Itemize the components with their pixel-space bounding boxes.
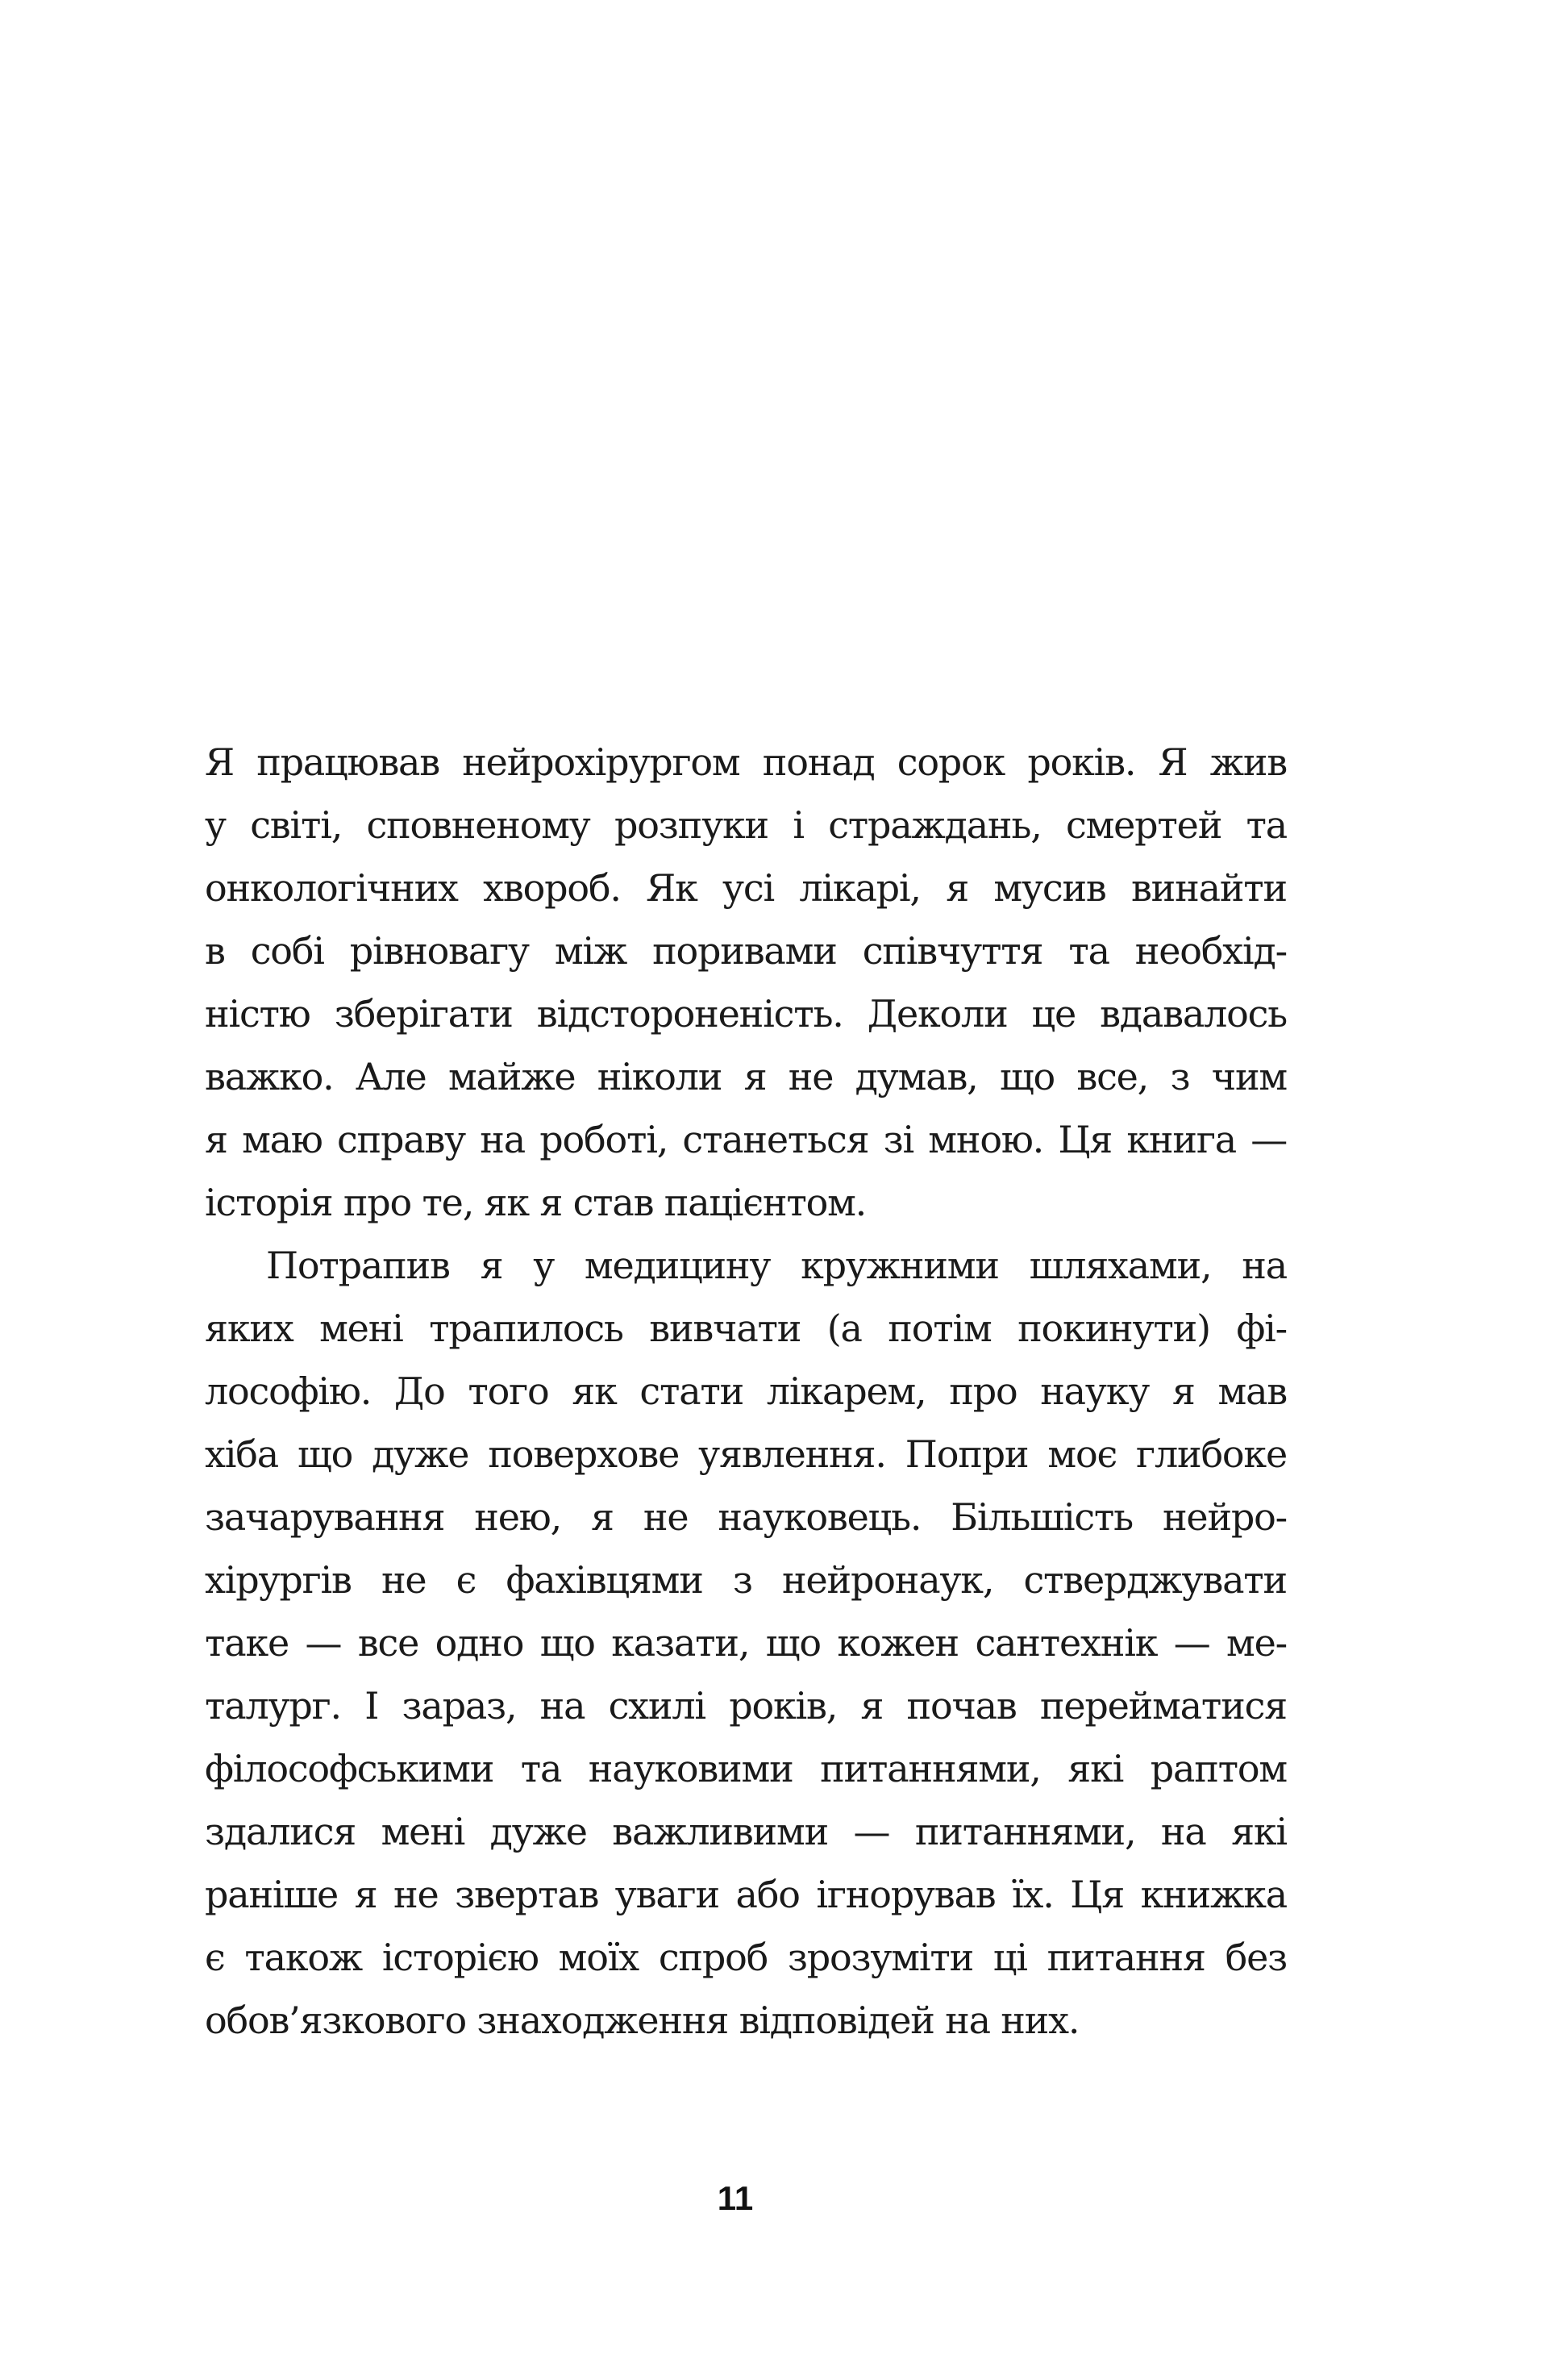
text-line: Я працював нейрохірургом понад сорок років. Я жив (205, 740, 1287, 784)
text-line: обов’язкового знаходження відповідей на них. (205, 1999, 1080, 2042)
text-line: є також історією моїх спроб зрозуміти ці питання без (205, 1936, 1287, 1979)
text-line: хіба що дуже поверхове уявлення. Попри моє глибоке (205, 1432, 1287, 1476)
text-line: філософськими та науковими питаннями, які раптом (205, 1747, 1287, 1790)
text-line: ністю зберігати відстороненість. Деколи це вдавалось (205, 992, 1287, 1036)
text-line: хірургів не є фахівцями з нейронаук, стверджувати (205, 1558, 1287, 1602)
text-line: онкологічних хвороб. Як усі лікарі, я мусив винайти (205, 866, 1287, 910)
text-line: я маю справу на роботі, станеться зі мною. Ця книга — (205, 1118, 1287, 1161)
body-text (205, 731, 1287, 2052)
text-line: Потрапив я у медицину кружними шляхами, на (266, 1244, 1287, 1287)
paragraph-1 (205, 731, 1287, 1234)
text-line: лософію. До того як стати лікарем, про науку я мав (205, 1369, 1287, 1413)
paragraph-2 (205, 1234, 1287, 2052)
text-line: в собі рівновагу між поривами співчуття та необхід- (205, 929, 1287, 973)
text-line: зачарування нею, я не науковець. Більшість нейро- (205, 1495, 1287, 1539)
text-line: таке — все одно що казати, що кожен сантехнік — ме- (205, 1621, 1287, 1665)
text-line: здалися мені дуже важливими — питаннями, на які (205, 1810, 1287, 1853)
page-number: 11 (717, 2179, 754, 2217)
text-line: яких мені трапилось вивчати (а потім покинути) фі- (205, 1307, 1287, 1350)
text-line: важко. Але майже ніколи я не думав, що все, з чим (205, 1055, 1287, 1098)
text-line: історія про те, як я став пацієнтом. (205, 1181, 867, 1224)
text-line: у світі, сповненому розпуки і страждань, смертей та (205, 803, 1287, 847)
text-line: раніше я не звертав уваги або ігнорував їх. Ця книжка (205, 1873, 1287, 1916)
text-line: талург. І зараз, на схилі років, я почав перейматися (205, 1684, 1287, 1728)
